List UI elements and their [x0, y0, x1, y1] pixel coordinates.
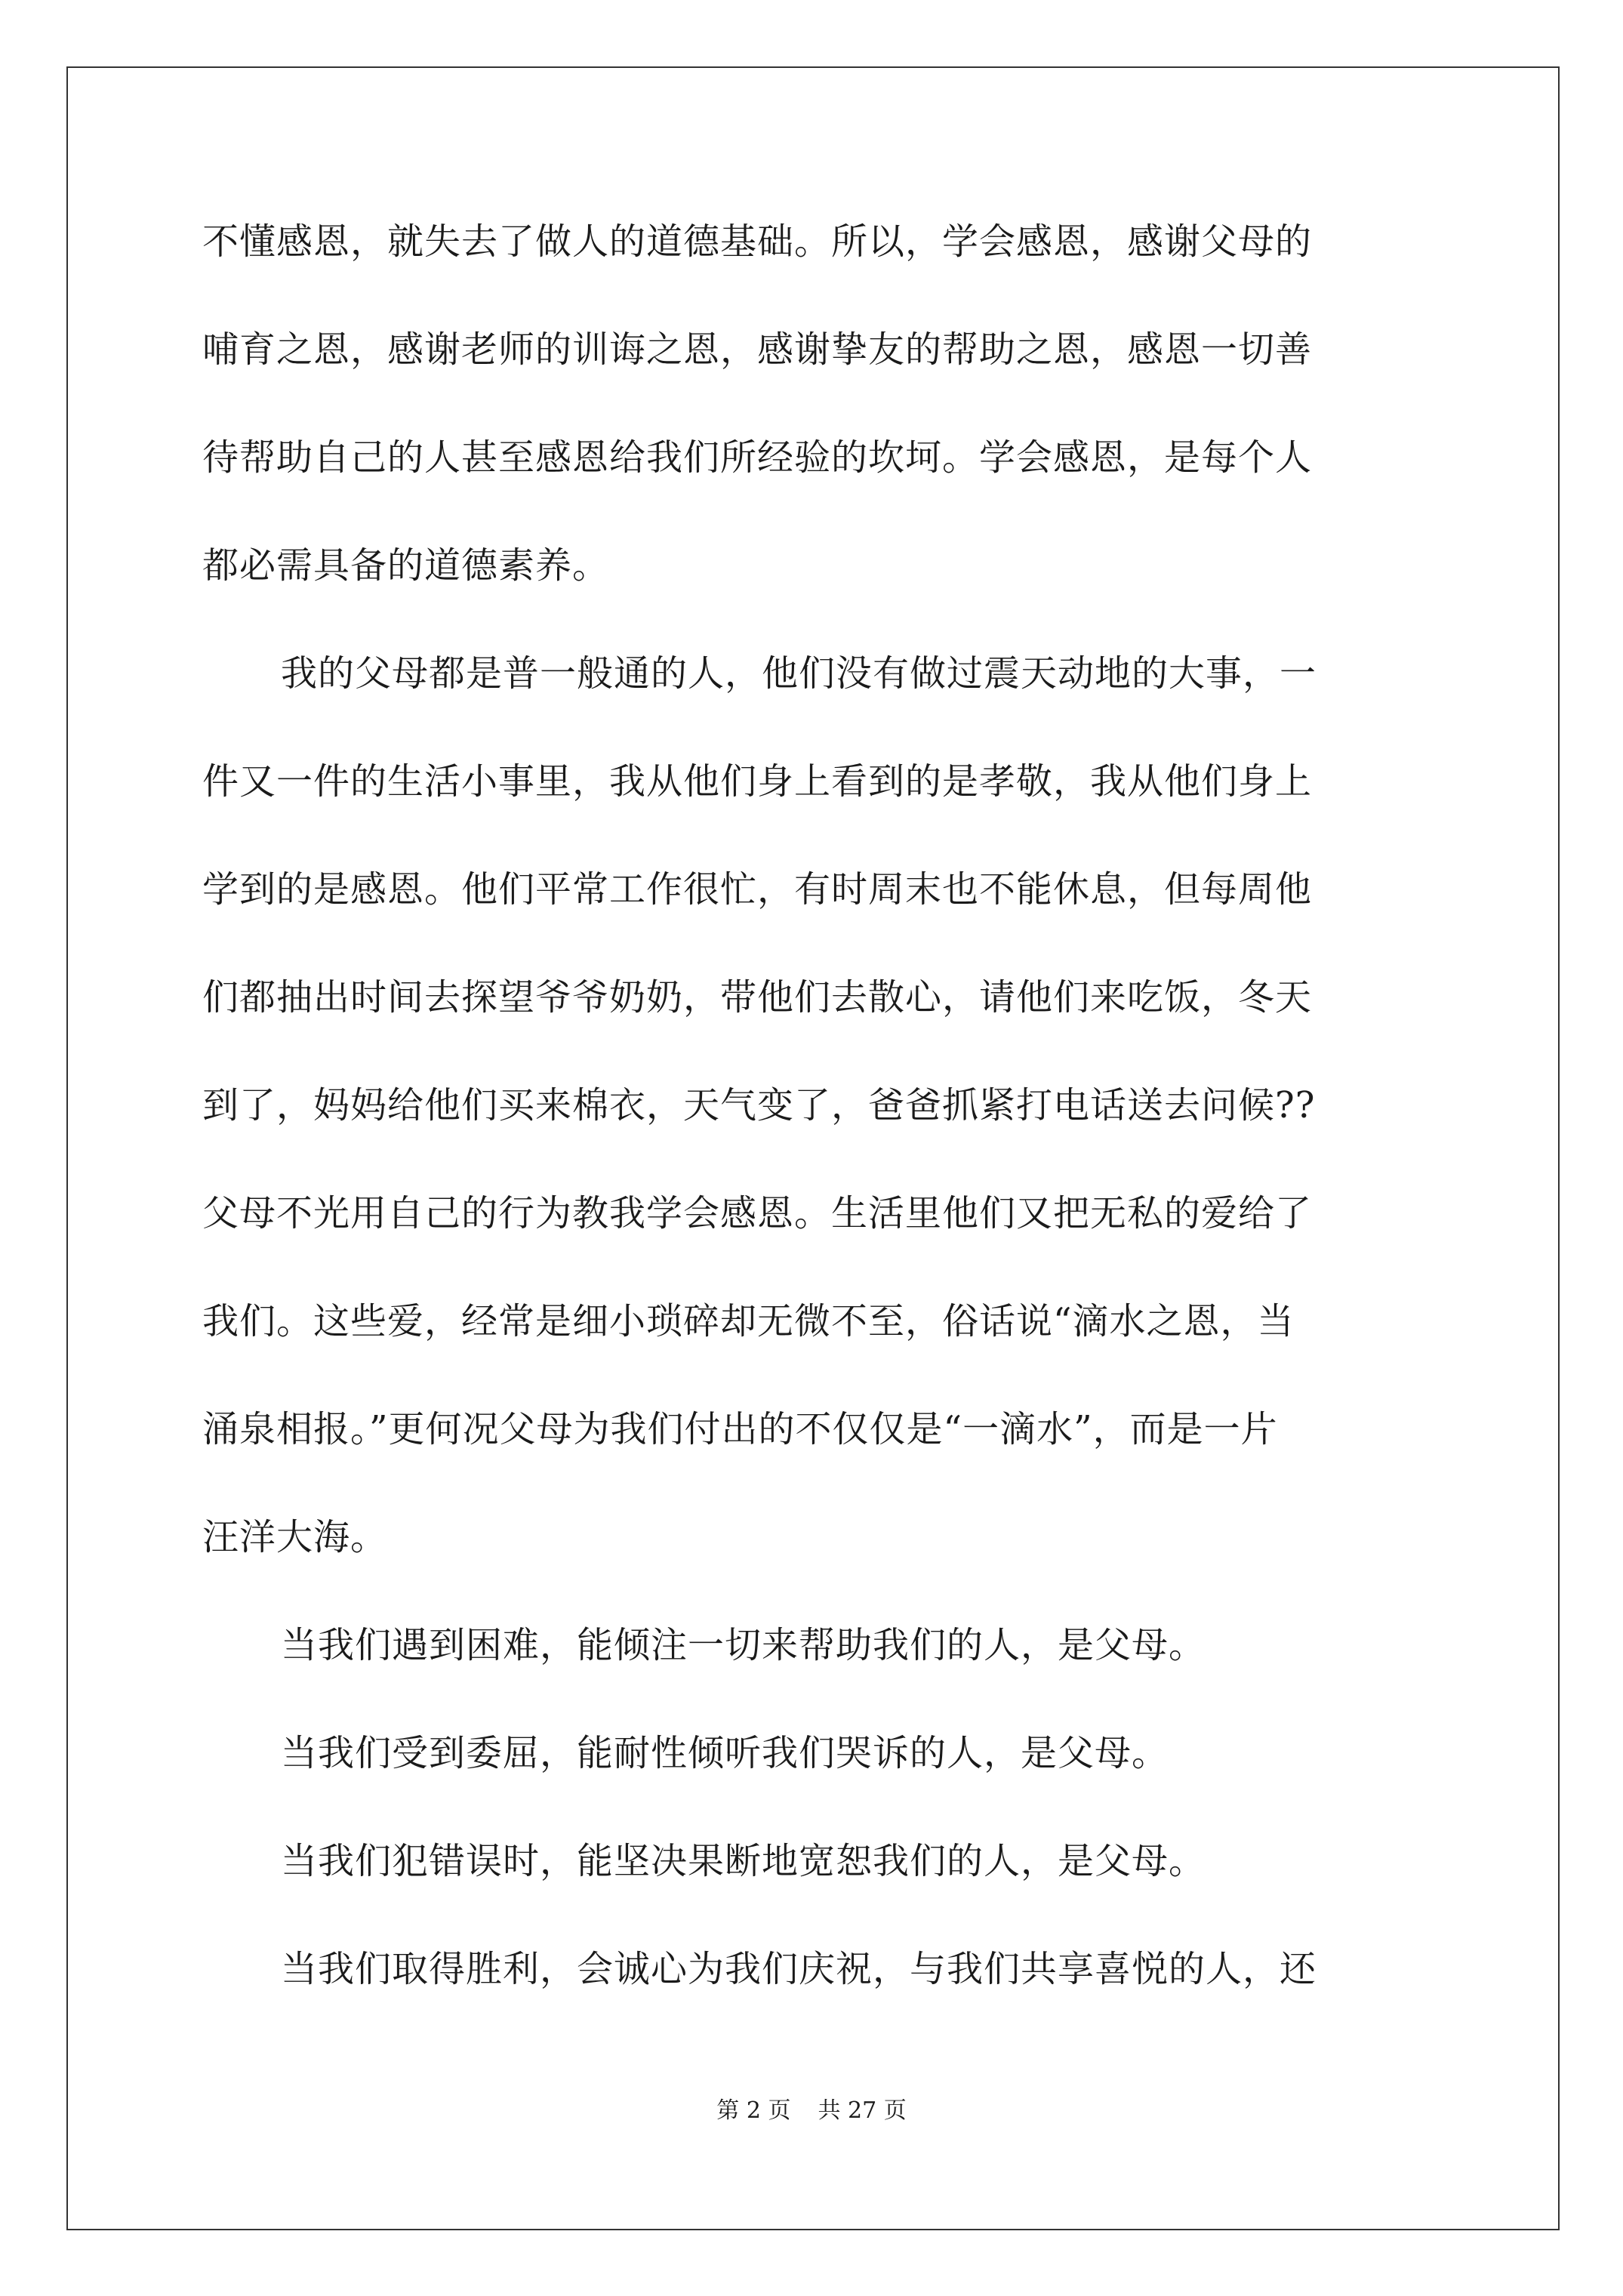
text-line: 当我们受到委屈，能耐性倾听我们哭诉的人，是父母。 — [281, 1732, 1169, 1774]
text-line: 件又一件的生活小事里，我从他们身上看到的是孝敬，我从他们身上 — [202, 760, 1313, 803]
text-line: 我的父母都是普一般通的人，他们没有做过震天动地的大事，一 — [281, 652, 1317, 695]
text-line: 父母不光用自己的行为教我学会感恩。生活里他们又把无私的爱给了 — [202, 1192, 1313, 1234]
text-line: 不懂感恩，就失去了做人的道德基础。所以，学会感恩，感谢父母的 — [202, 220, 1313, 263]
text-line: 们都抽出时间去探望爷爷奶奶，带他们去散心，请他们来吃饭，冬天 — [202, 976, 1313, 1019]
text-line: 当我们遇到困难，能倾注一切来帮助我们的人，是父母。 — [281, 1624, 1206, 1666]
text-line: 待帮助自己的人甚至感恩给我们所经验的坎坷。学会感恩，是每个人 — [202, 436, 1313, 479]
text-line: 我们。这些爱，经常是细小琐碎却无微不至，俗话说“滴水之恩，当 — [202, 1300, 1295, 1342]
page-number-total: 共 27 页 — [818, 2097, 907, 2124]
text-line: 当我们犯错误时，能坚决果断地宽恕我们的人，是父母。 — [281, 1840, 1206, 1882]
page-number-current: 第 2 页 — [716, 2097, 791, 2124]
text-line: 汪洋大海。 — [202, 1516, 388, 1558]
text-line: 都必需具备的道德素养。 — [202, 544, 610, 587]
text-line: 当我们取得胜利，会诚心为我们庆祝，与我们共享喜悦的人，还 — [281, 1948, 1317, 1990]
text-line: 学到的是感恩。他们平常工作很忙，有时周末也不能休息，但每周他 — [202, 868, 1313, 911]
text-line: 哺育之恩，感谢老师的训诲之恩，感谢挚友的帮助之恩，感恩一切善 — [202, 328, 1313, 371]
text-line: 涌泉相报。”更何况父母为我们付出的不仅仅是“一滴水”，而是一片 — [202, 1408, 1278, 1450]
text-line: 到了，妈妈给他们买来棉衣，天气变了，爸爸抓紧打电话送去问候?? — [202, 1084, 1316, 1126]
document-body — [202, 211, 1425, 2047]
page-footer — [0, 2091, 1623, 2125]
